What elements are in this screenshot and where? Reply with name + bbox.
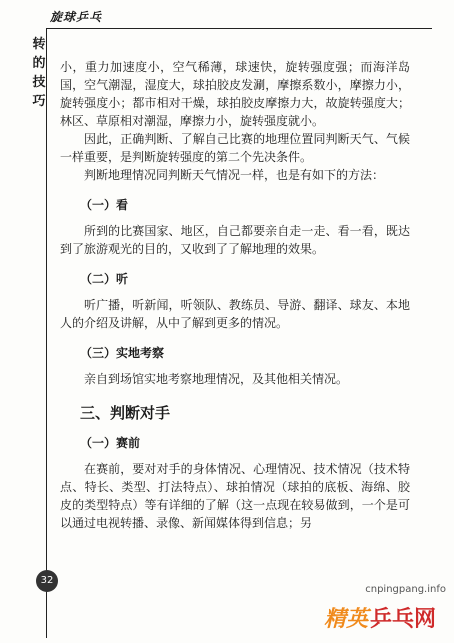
paragraph: 亲自到场馆实地考察地理情况，及其他相关情况。 [84, 372, 349, 386]
side-char: 技 [32, 75, 46, 90]
paragraph: 听广播，听新闻，听领队、教练员、导游、翻译、球友、本地人的介绍及讲解，从中了解到更多的情况。 [60, 298, 410, 330]
side-rule [46, 28, 47, 638]
paragraph: 小，重力加速度小，空气稀薄，球速快，旋转强度强；而海洋岛国，空气潮湿，湿度大，球拍胶皮发涮，摩擦系数小，摩擦力小，旋转强度小；都市相对干燥，球拍胶皮摩擦力大，故旋转强度大；林区、草原相对潮湿，摩擦力小，旋转强度就小。 [60, 60, 410, 128]
subheading: （一）看 [80, 198, 129, 212]
watermark-logo [314, 600, 446, 634]
paragraph: 在赛前，要对对手的身体情况、心理情况、技术情况（技术特点、特长、类型、打法特点）、球拍情况（球拍的底板、海绵、胶皮的类型特点）等有详细的了解（这一点现在较易做到，一个是可以通过电视转播、录像、新闻媒体得到信息；另 [60, 462, 410, 530]
section-title: 三、判断对手 [80, 404, 171, 422]
side-label [32, 36, 46, 112]
page-content [60, 58, 410, 532]
side-char: 的 [32, 56, 46, 71]
side-char: 巧 [32, 94, 46, 109]
watermark-url: cnpingpang.info [365, 584, 446, 595]
paragraph: 所到的比赛国家、地区，自己都要亲自走一走、看一看，既达到了旅游观光的目的，又收到了了解地理的效果。 [60, 224, 410, 256]
subheading: （一）赛前 [80, 436, 141, 450]
subheading: （三）实地考察 [80, 346, 165, 360]
watermark-logo-right: 乒乓网 [370, 606, 437, 632]
watermark-logo-left: 精英 [323, 606, 368, 632]
subheading: （二）听 [80, 272, 129, 286]
side-char: 转 [32, 37, 46, 52]
header-rule [46, 28, 432, 29]
paragraph: 判断地理情况同判断天气情况一样，也是有如下的方法： [84, 168, 385, 182]
paragraph: 因此，正确判断、了解自己比赛的地理位置同判断天气、气候一样重要，是判断旋转强度的第二个先决条件。 [60, 132, 410, 164]
page-number: 32 [36, 570, 58, 592]
book-title: 旋球乒乓 [50, 10, 103, 24]
